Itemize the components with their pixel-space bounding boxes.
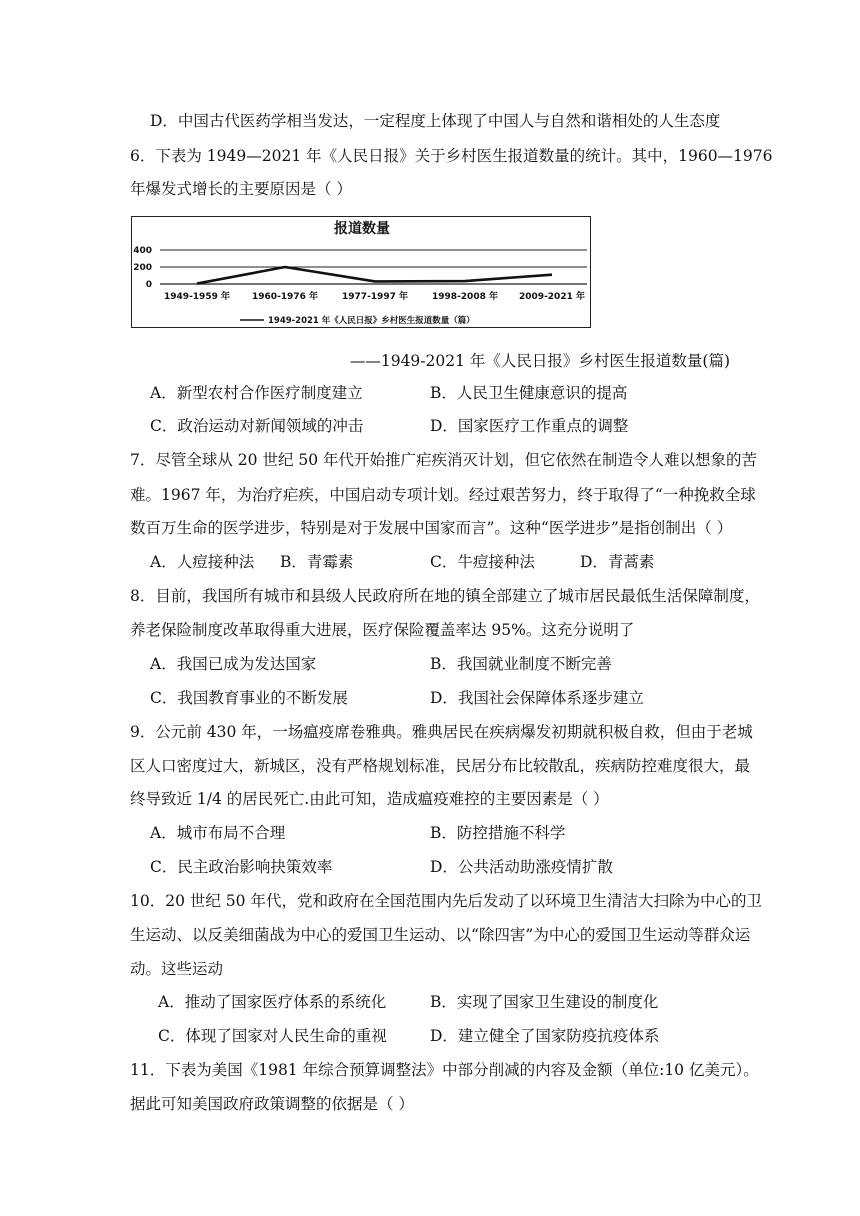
- q7-stem-line-1: 7．尽管全球从 20 世纪 50 年代开始推广疟疾消灭计划，但它依然在制造令人难以想象的苦: [130, 451, 758, 469]
- q6-option-a: A．新型农村合作医疗制度建立: [150, 384, 363, 402]
- q8-stem-line-2: 养老保险制度改革取得重大进展，医疗保险覆盖率达 95%。这充分说明了: [130, 621, 635, 639]
- q9-option-a: A．城市布局不合理: [150, 824, 286, 842]
- chart-x-ticks: [164, 290, 585, 302]
- q6-stem-line-2: 年爆发式增长的主要原因是（ ）: [130, 180, 352, 198]
- y-tick-label: 0: [145, 280, 152, 290]
- q9-stem-line-2: 区人口密度过大，新城区，没有严格规划标准，民居分布比较散乱，疾病防控难度很大，最: [130, 757, 751, 775]
- chart-y-ticks: [133, 246, 152, 290]
- q7-option-d: D．青蒿素: [580, 553, 655, 571]
- q8-option-a: A．我国已成为发达国家: [150, 655, 317, 673]
- q8-option-d: D．我国社会保障体系逐步建立: [430, 689, 644, 707]
- q7-stem-line-3: 数百万生命的医学进步，特别是对于发展中国家而言”。这种“医学进步”是指创制出（ ）: [130, 519, 733, 537]
- x-tick-label: 1998-2008 年: [432, 292, 498, 302]
- q7-option-c: C．牛痘接种法: [430, 553, 535, 571]
- q8-stem-line-1: 8．目前，我国所有城市和县级人民政府所在地的镇全部建立了城市居民最低生活保障制度，: [130, 587, 760, 605]
- q10-stem-line-3: 动。这些运动: [130, 960, 224, 978]
- q11-stem-line-1: 11．下表为美国《1981 年综合预算调整法》中部分削减的内容及金额（单位:10 亿美元）。: [130, 1061, 759, 1079]
- q11-stem-line-2: 据此可知美国政府政策调整的依据是（ ）: [130, 1095, 414, 1113]
- q6-option-b: B．人民卫生健康意识的提高: [430, 384, 628, 402]
- chart-title: 报道数量: [334, 221, 390, 237]
- x-tick-label: 2009-2021 年: [519, 292, 585, 302]
- q10-option-d: D．建立健全了国家防疫抗疫体系: [430, 1027, 660, 1045]
- chart-svg: [132, 217, 589, 326]
- q6-stem-line-1: 6．下表为 1949—2021 年《人民日报》关于乡村医生报道数量的统计。其中，1960—1976: [130, 147, 773, 165]
- q6-option-c: C．政治运动对新闻领域的冲击: [150, 417, 364, 435]
- q7-option-a: A．人痘接种法: [150, 553, 255, 571]
- q10-option-c: C．体现了国家对人民生命的重视: [158, 1027, 387, 1045]
- q9-option-b: B．防控措施不科学: [430, 824, 566, 842]
- x-tick-label: 1977-1997 年: [342, 292, 408, 302]
- q9-option-c: C．民主政治影响抉策效率: [150, 858, 333, 876]
- chart-caption: ——1949-2021 年《人民日报》乡村医生报道数量(篇): [349, 352, 730, 370]
- x-tick-label: 1960-1976 年: [252, 292, 318, 302]
- y-tick-label: 400: [133, 246, 152, 256]
- q7-option-b: B．青霉素: [280, 553, 354, 571]
- q6-option-d: D．国家医疗工作重点的调整: [430, 417, 629, 435]
- q10-option-a: A．推动了国家医疗体系的系统化: [158, 993, 387, 1011]
- q7-stem-line-2: 难。1967 年，为治疗疟疾，中国启动专项计划。经过艰苦努力，终于取得了“一种挽救全球: [130, 486, 756, 504]
- q5-option-d: D．中国古代医药学相当发达，一定程度上体现了中国人与自然和谐相处的人生态度: [150, 112, 721, 130]
- report-count-chart: [131, 216, 591, 328]
- q8-option-c: C．我国教育事业的不断发展: [150, 689, 348, 707]
- q9-stem-line-3: 终导致近 1/4 的居民死亡.由此可知，造成瘟疫难控的主要因素是（ ）: [130, 790, 609, 808]
- q8-option-b: B．我国就业制度不断完善: [430, 655, 612, 673]
- chart-series: [197, 267, 552, 284]
- x-tick-label: 1949-1959 年: [164, 292, 230, 302]
- q10-option-b: B．实现了国家卫生建设的制度化: [430, 993, 659, 1011]
- chart-legend: [240, 315, 475, 326]
- y-tick-label: 200: [133, 263, 152, 273]
- q9-option-d: D．公共活动助涨疫情扩散: [430, 858, 613, 876]
- q10-stem-line-2: 生运动、以反美细菌战为中心的爱国卫生运动、以“除四害”为中心的爱国卫生运动等群众运: [130, 926, 751, 944]
- legend-label: 1949-2021 年《人民日报》乡村医生报道数量（篇）: [268, 316, 475, 326]
- q10-stem-line-1: 10．20 世纪 50 年代，党和政府在全国范围内先后发动了以环境卫生清洁大扫除为中心的卫: [130, 892, 762, 910]
- series-line: [197, 267, 552, 284]
- q9-stem-line-1: 9．公元前 430 年，一场瘟疫席卷雅典。雅典居民在疾病爆发初期就积极自救，但由于老城: [130, 723, 753, 741]
